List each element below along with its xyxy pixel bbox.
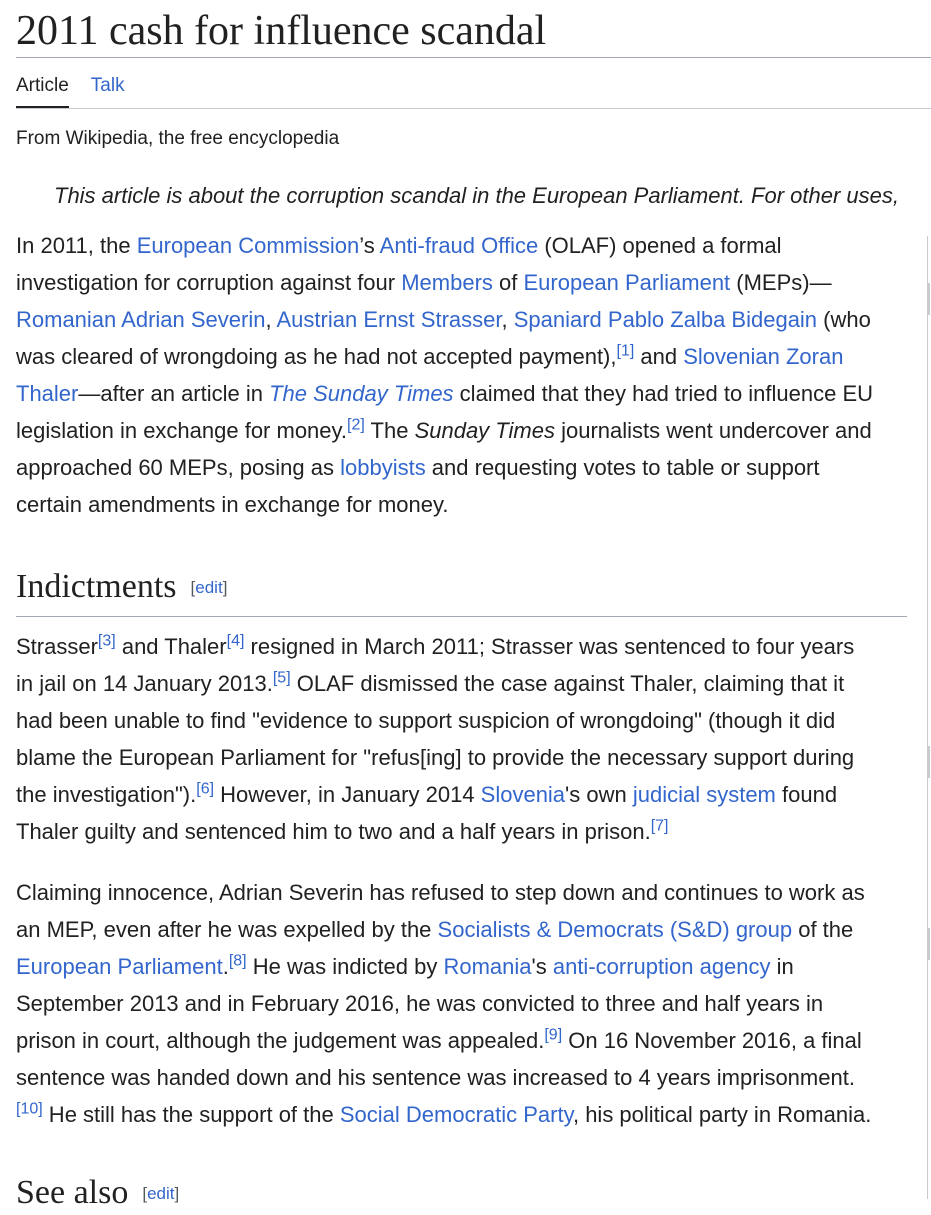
text: Thaler guilty and sentenced him to two and a half years in prison.: [16, 819, 651, 844]
citation-7[interactable]: [7]: [650, 817, 669, 835]
page-title: 2011 cash for influence scandal: [16, 8, 547, 54]
text: (who: [817, 307, 871, 332]
text: blame the European Parliament for "refus[ing] to provide the necessary support during: [16, 745, 855, 770]
citation-4[interactable]: [4]: [226, 632, 245, 650]
link-adrian-severin[interactable]: Romanian Adrian Severin: [16, 307, 266, 332]
text-line: [16, 264, 913, 301]
text-line: [16, 1059, 913, 1096]
text: of: [492, 270, 524, 295]
tabs-divider: [16, 108, 931, 109]
text: ,: [501, 307, 514, 332]
text-line: [16, 1096, 913, 1133]
text-line: [16, 375, 913, 412]
text-line: [16, 665, 913, 702]
text: resigned in March 2011; Strasser was sentenced to four years: [244, 634, 855, 659]
heading-text: Indictments: [16, 568, 177, 605]
text: was cleared of wrongdoing as he had not accepted payment),: [16, 344, 617, 369]
text: in jail on 14 January 2013.: [16, 671, 273, 696]
text-line: [16, 301, 913, 338]
section-heading-indictments: [16, 566, 227, 609]
citation-10[interactable]: [10]: [16, 1100, 43, 1118]
link-socialists-democrats-group[interactable]: Socialists & Democrats (S&D) group: [437, 917, 793, 942]
edit-link[interactable]: edit: [147, 1184, 175, 1203]
text: and requesting votes to table or support: [425, 455, 820, 480]
link-european-parliament[interactable]: European Parliament: [523, 270, 731, 295]
text-line: [16, 776, 913, 813]
text: On 16 November 2016, a final: [562, 1028, 862, 1053]
link-pablo-zalba-bidegain[interactable]: Spaniard Pablo Zalba Bidegain: [513, 307, 818, 332]
link-ernst-strasser[interactable]: Austrian Ernst Strasser: [276, 307, 502, 332]
text: journalists went undercover and: [554, 418, 872, 443]
heading-text: See also: [16, 1174, 129, 1211]
scrollbar-marker: [927, 746, 930, 778]
text: the investigation").: [16, 782, 197, 807]
link-lobbyists[interactable]: lobbyists: [340, 455, 426, 480]
text: claimed that they had tried to influence EU: [453, 381, 874, 406]
text-line: [16, 874, 913, 911]
intro-paragraph: [16, 227, 913, 523]
indictments-paragraph-2: [16, 874, 913, 1133]
text: September 2013 and in February 2016, he was convicted to three and half years in: [16, 991, 824, 1016]
sunday-times-italic: Sunday Times: [414, 418, 555, 443]
link-slovenia[interactable]: Slovenia: [480, 782, 566, 807]
text: (OLAF) opened a formal: [538, 233, 782, 258]
text-line: [16, 338, 913, 375]
text: He was indicted by: [246, 954, 444, 979]
link-members[interactable]: Members: [401, 270, 493, 295]
text: approached 60 MEPs, posing as: [16, 455, 341, 480]
text: The: [364, 418, 415, 443]
tab-talk[interactable]: Talk: [90, 75, 125, 96]
edit-link[interactable]: edit: [195, 578, 223, 597]
citation-5[interactable]: [5]: [272, 669, 291, 687]
text: .: [222, 954, 229, 979]
text: , his political party in Romania.: [572, 1102, 872, 1127]
text: ,: [265, 307, 277, 332]
link-european-parliament-2[interactable]: European Parliament: [16, 954, 223, 979]
link-social-democratic-party[interactable]: Social Democratic Party: [339, 1102, 573, 1127]
citation-9[interactable]: [9]: [544, 1026, 563, 1044]
link-european-commission[interactable]: European Commission: [136, 233, 360, 258]
text: prison in court, although the judgement was appealed.: [16, 1028, 545, 1053]
text: (MEPs)—: [730, 270, 832, 295]
citation-6[interactable]: [6]: [196, 780, 215, 798]
citation-2[interactable]: [2]: [347, 416, 365, 434]
text: certain amendments in exchange for money.: [16, 492, 449, 517]
text: He still has the support of the: [42, 1102, 340, 1127]
tab-article[interactable]: Article: [16, 72, 69, 108]
text-line: [16, 948, 913, 985]
text: of the: [792, 917, 854, 942]
text: Claiming innocence, Adrian Severin has refused to step down and continues to work as: [16, 880, 865, 905]
indictments-paragraph-1: [16, 628, 913, 850]
text: ’s: [359, 233, 380, 258]
text-line: [16, 702, 913, 739]
text: sentence was handed down and his sentence was increased to 4 years imprisonment.: [16, 1065, 855, 1090]
text-line: [16, 486, 913, 523]
link-anti-fraud-office[interactable]: Anti-fraud Office: [379, 233, 539, 258]
text: OLAF dismissed the case against Thaler, claiming that it: [290, 671, 845, 696]
text-line: [16, 813, 913, 850]
link-judicial-system[interactable]: judicial system: [632, 782, 776, 807]
text: investigation for corruption against four: [16, 270, 402, 295]
text: in: [770, 954, 794, 979]
link-zoran-thaler[interactable]: Slovenian Zoran: [683, 344, 844, 369]
text-line: [16, 911, 913, 948]
citation-3[interactable]: [3]: [97, 632, 116, 650]
text: In 2011, the: [16, 233, 137, 258]
text: found: [775, 782, 838, 807]
text: an MEP, even after he was expelled by the: [16, 917, 438, 942]
edit-section-link: [edit]: [190, 578, 228, 597]
text: and: [634, 344, 684, 369]
citation-1[interactable]: [1]: [616, 342, 635, 360]
link-romania[interactable]: Romania: [443, 954, 532, 979]
text: —after an article in: [78, 381, 270, 406]
text-line: [16, 449, 913, 486]
text: Strasser: [16, 634, 98, 659]
edit-section-link: [edit]: [142, 1184, 180, 1203]
text: 's: [531, 954, 553, 979]
page-tabs: [16, 72, 147, 108]
hatnote: This article is about the corruption scandal in the European Parliament. For other uses,: [54, 183, 900, 208]
text-line: [16, 985, 913, 1022]
text: 's own: [565, 782, 633, 807]
text-line: [16, 628, 913, 665]
citation-8[interactable]: [8]: [228, 952, 247, 970]
text: However, in January 2014: [214, 782, 481, 807]
text: legislation in exchange for money.: [16, 418, 348, 443]
link-the-sunday-times[interactable]: The Sunday Times: [269, 381, 454, 406]
scrollbar-marker: [927, 928, 930, 960]
text-line: [16, 412, 913, 449]
section-divider: [16, 616, 907, 617]
scrollbar-track[interactable]: [927, 236, 928, 1199]
text: and Thaler: [115, 634, 227, 659]
link-anti-corruption-agency[interactable]: anti-corruption agency: [552, 954, 771, 979]
text-line: [16, 1022, 913, 1059]
text: had been unable to find "evidence to support suspicion of wrongdoing" (though it did: [16, 708, 836, 733]
scrollbar-marker: [927, 283, 930, 315]
text-line: [16, 227, 913, 264]
site-tagline: From Wikipedia, the free encyclopedia: [16, 128, 340, 149]
link-zoran-thaler-cont[interactable]: Thaler: [16, 381, 79, 406]
text-line: [16, 739, 913, 776]
title-divider: [16, 57, 931, 58]
section-heading-see-also: [16, 1172, 179, 1215]
